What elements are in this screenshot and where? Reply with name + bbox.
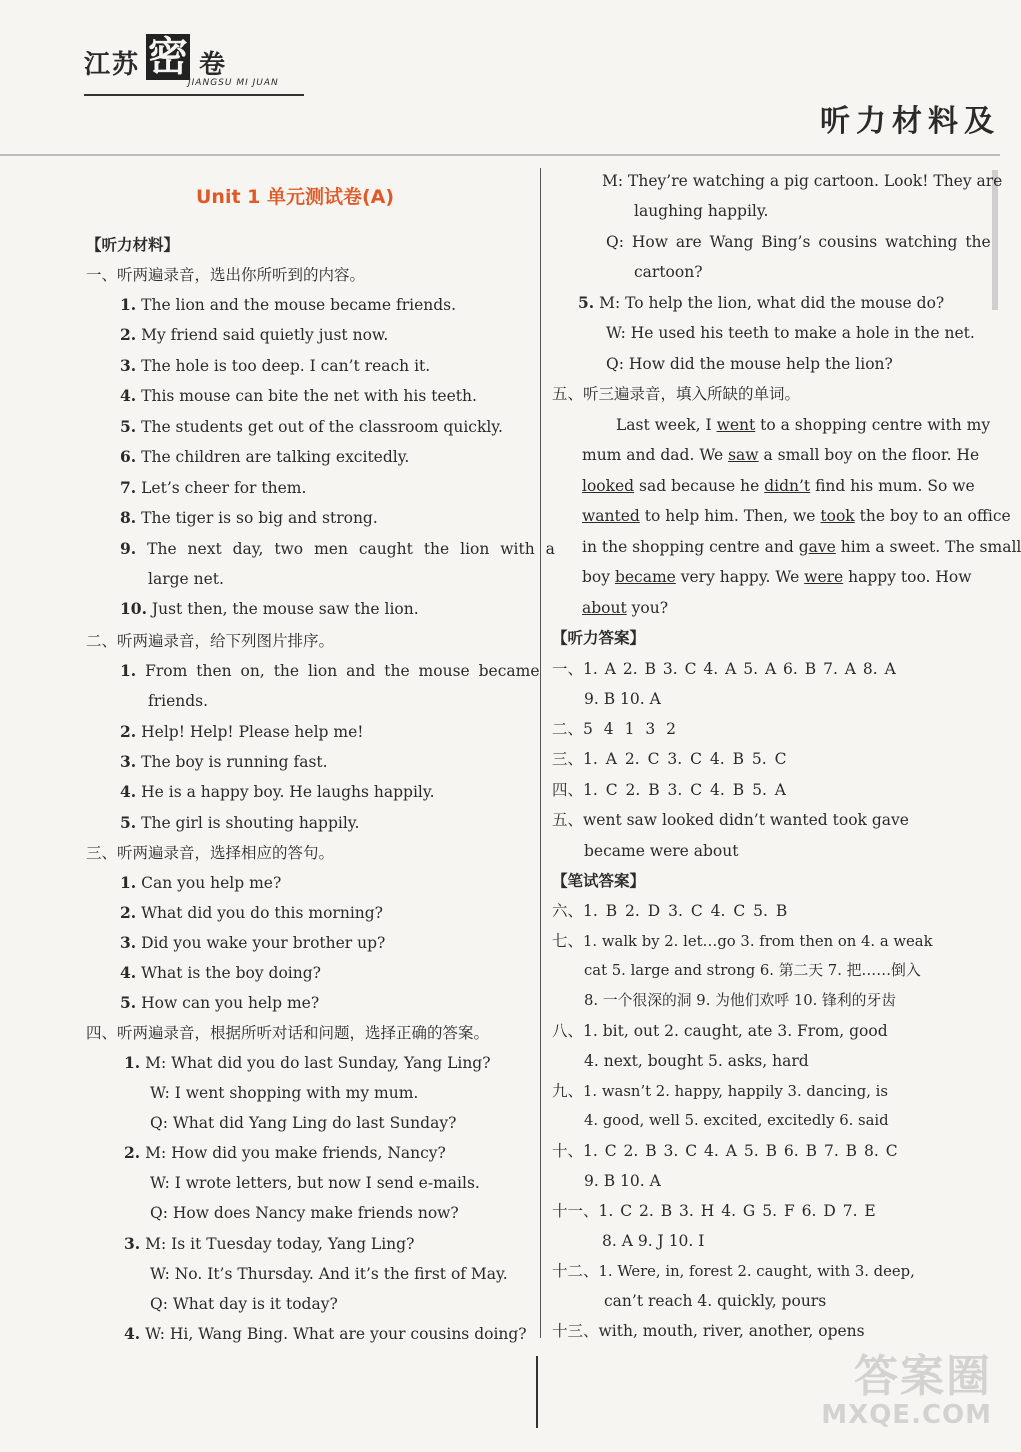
column-divider-bottom xyxy=(536,1356,538,1428)
brand-mi-char: 密 xyxy=(148,33,188,80)
list-item: large net. xyxy=(148,570,224,588)
listening-material-heading: 【听力材料】 xyxy=(86,236,180,254)
answer-line: 一、1. A 2. B 3. C 4. A 5. A 6. B 7. A 8. A xyxy=(552,660,896,678)
brand-name: 江苏 xyxy=(84,50,141,80)
answer-line: 9. B 10. A xyxy=(584,690,661,708)
list-item: Q: How did the mouse help the lion? xyxy=(606,355,893,373)
list-item: 5. M: To help the lion, what did the mouse do? xyxy=(578,293,945,312)
passage-line: mum and dad. We saw a small boy on the floor. He xyxy=(582,446,980,464)
list-item: 4. W: Hi, Wang Bing. What are your cousins doing? xyxy=(124,1324,527,1343)
list-item: Q: What day is it today? xyxy=(150,1295,338,1313)
answer-line: 8. 一个很深的洞 9. 为他们欢呼 10. 锋利的牙齿 xyxy=(584,992,897,1009)
section-1-heading: 一、听两遍录音，选出你所听到的内容。 xyxy=(86,266,366,284)
answer-line: 八、1. bit, out 2. caught, ate 3. From, good xyxy=(552,1022,888,1040)
list-item: 1. M: What did you do last Sunday, Yang Ling? xyxy=(124,1053,491,1072)
answer-line: cat 5. large and strong 6. 第二天 7. 把……倒入 xyxy=(584,962,921,979)
answer-line: 十一、1. C 2. B 3. H 4. G 5. F 6. D 7. E xyxy=(552,1202,876,1220)
passage-line: about you? xyxy=(582,599,669,617)
list-item: 1. The lion and the mouse became friends. xyxy=(120,295,457,314)
list-item: 1. From then on, the lion and the mouse became xyxy=(120,661,540,680)
list-item: 8. The tiger is so big and strong. xyxy=(120,508,378,527)
answer-line: 五、went saw looked didn’t wanted took gave xyxy=(552,811,909,829)
written-answers-heading: 【笔试答案】 xyxy=(552,872,646,890)
answer-line: became were about xyxy=(584,842,739,860)
section-4-heading: 四、听两遍录音，根据所听对话和问题，选择正确的答案。 xyxy=(86,1024,490,1042)
column-divider xyxy=(540,168,541,1338)
list-item: 4. This mouse can bite the net with his teeth. xyxy=(120,386,477,405)
list-item: M: They’re watching a pig cartoon. Look! They are xyxy=(602,172,1003,190)
passage-line: in the shopping centre and gave him a sweet. The small xyxy=(582,538,1021,556)
list-item: 6. The children are talking excitedly. xyxy=(120,447,410,466)
section-2-heading: 二、听两遍录音，给下列图片排序。 xyxy=(86,632,335,650)
answer-line: 二、5 4 1 3 2 xyxy=(552,720,677,738)
answer-line: 十三、with, mouth, river, another, opens xyxy=(552,1322,865,1340)
passage-line: wanted to help him. Then, we took the boy to an office xyxy=(582,507,1011,525)
answer-line: can’t reach 4. quickly, pours xyxy=(604,1292,827,1310)
section-3-heading: 三、听两遍录音，选择相应的答句。 xyxy=(86,844,335,862)
list-item: friends. xyxy=(148,692,209,710)
list-item: 3. The boy is running fast. xyxy=(120,752,328,771)
answer-line: 七、1. walk by 2. let…go 3. from then on 4. a weak xyxy=(552,932,933,950)
list-item: 5. The students get out of the classroom quickly. xyxy=(120,417,503,436)
passage-line: looked sad because he didn’t find his mum. So we xyxy=(582,477,975,495)
answer-line: 8. A 9. J 10. I xyxy=(602,1232,705,1250)
list-item: W: I went shopping with my mum. xyxy=(150,1084,419,1102)
answer-line: 十、1. C 2. B 3. C 4. A 5. B 6. B 7. B 8. C xyxy=(552,1142,898,1160)
answer-line: 9. B 10. A xyxy=(584,1172,661,1190)
page-header-title: 听力材料及 xyxy=(820,104,1000,139)
answer-line: 4. next, bought 5. asks, hard xyxy=(584,1052,809,1070)
brand-pinyin: JIANGSU MI JUAN xyxy=(188,78,279,88)
list-item: 3. Did you wake your brother up? xyxy=(120,933,386,952)
answer-line: 4. good, well 5. excited, excitedly 6. said xyxy=(584,1112,889,1129)
list-item: 5. The girl is shouting happily. xyxy=(120,813,360,832)
listening-answers-heading: 【听力答案】 xyxy=(552,629,646,647)
list-item: 7. Let’s cheer for them. xyxy=(120,478,307,497)
list-item: W: He used his teeth to make a hole in the net. xyxy=(606,324,975,342)
list-item: Q: What did Yang Ling do last Sunday? xyxy=(150,1114,457,1132)
list-item: 1. Can you help me? xyxy=(120,873,282,892)
brand-juan-char: 卷 xyxy=(199,50,226,80)
section-5-heading: 五、听三遍录音，填入所缺的单词。 xyxy=(552,385,801,403)
watermark-url: MXQE.COM xyxy=(821,1400,992,1430)
list-item: Q: How does Nancy make friends now? xyxy=(150,1204,459,1222)
list-item: Q: How are Wang Bing’s cousins watching the xyxy=(606,233,991,251)
list-item: W: No. It’s Thursday. And it’s the first of May. xyxy=(150,1265,508,1283)
answer-line: 六、1. B 2. D 3. C 4. C 5. B xyxy=(552,902,788,920)
list-item: 2. M: How did you make friends, Nancy? xyxy=(124,1143,446,1162)
watermark-text: 答案圈 xyxy=(854,1351,992,1402)
answer-line: 九、1. wasn’t 2. happy, happily 3. dancing, is xyxy=(552,1082,888,1100)
list-item: laughing happily. xyxy=(634,202,769,220)
watermark xyxy=(821,1340,992,1440)
list-item: 2. My friend said quietly just now. xyxy=(120,325,389,344)
list-item: 5. How can you help me? xyxy=(120,993,320,1012)
brand-underline xyxy=(84,94,304,96)
header-divider xyxy=(0,154,1000,156)
list-item: 4. He is a happy boy. He laughs happily. xyxy=(120,782,435,801)
list-item: W: I wrote letters, but now I send e-mails. xyxy=(150,1174,480,1192)
passage-line: Last week, I went to a shopping centre with my xyxy=(616,416,991,434)
list-item: cartoon? xyxy=(634,263,703,281)
list-item: 3. M: Is it Tuesday today, Yang Ling? xyxy=(124,1234,415,1253)
passage-line: boy became very happy. We were happy too. How xyxy=(582,568,972,586)
list-item: 9. The next day, two men caught the lion with a xyxy=(120,539,555,558)
answer-line: 四、1. C 2. B 3. C 4. B 5. A xyxy=(552,781,786,799)
answer-line: 十二、1. Were, in, forest 2. caught, with 3. deep, xyxy=(552,1262,915,1280)
list-item: 2. What did you do this morning? xyxy=(120,903,383,922)
list-item: 3. The hole is too deep. I can’t reach it. xyxy=(120,356,431,375)
list-item: 2. Help! Help! Please help me! xyxy=(120,722,364,741)
unit-title: Unit 1 单元测试卷(A) xyxy=(196,186,395,208)
answer-line: 三、1. A 2. C 3. C 4. B 5. C xyxy=(552,750,787,768)
list-item: 4. What is the boy doing? xyxy=(120,963,321,982)
list-item: 10. Just then, the mouse saw the lion. xyxy=(120,599,419,618)
